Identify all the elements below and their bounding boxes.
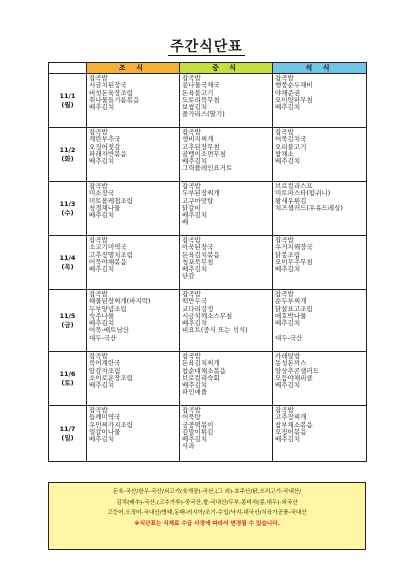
dinner-cell — [273, 290, 367, 352]
menu-item: 참순대채소볶음 — [182, 366, 226, 375]
menu-item: 닭갈비 — [182, 203, 201, 212]
menu-item: 잡곡밥 — [182, 236, 201, 244]
menu-item: 김말이튀김 — [182, 427, 214, 436]
menu-item: 잡곡밥 — [182, 290, 201, 298]
menu-item: 배추김치 — [275, 265, 301, 274]
day-label — [49, 352, 87, 406]
menu-item: 잡곡밥 — [182, 182, 201, 190]
day-label — [49, 74, 87, 128]
menu-item: 동성돈까스 — [275, 359, 307, 368]
menu-item: 배추김치 — [182, 157, 208, 166]
menu-item: 그릭플레인요거트 — [182, 164, 233, 173]
menu-item: 어묵-배트남산 — [89, 326, 130, 335]
menu-item: 소이로운장조림 — [89, 373, 133, 382]
menu-item: 배추김치 — [275, 319, 301, 328]
dinner-cell — [273, 182, 367, 236]
menu-item: 잡곡밥 — [89, 236, 108, 244]
menu-item: 모듬야채피클 — [275, 373, 313, 382]
menu-item: 보쌈김치 — [182, 103, 208, 112]
breakfast-cell — [87, 128, 180, 182]
menu-item: 배추김치 — [275, 157, 301, 166]
day-row — [49, 290, 367, 352]
page-title: 주간식단표 — [170, 39, 243, 55]
menu-item: 북어계란국 — [89, 359, 121, 368]
origin-line: 고등어,오징어-국내산/명태,동태-러시아/조기-수입/낙지-대국산/식육가공품-국내산 — [107, 510, 307, 516]
breakfast-cell — [87, 74, 180, 128]
day-date: 11/6 — [59, 369, 76, 378]
menu-item: 닭살표고조림 — [275, 304, 313, 313]
day-label — [49, 182, 87, 236]
menu-item: 돈육김치볶음 — [182, 250, 220, 259]
menu-item: 잡곡밥 — [182, 352, 201, 360]
day-label — [49, 290, 87, 352]
menu-item: 어묵야채볶음 — [89, 257, 127, 266]
lunch-cell — [180, 406, 273, 462]
menu-item: 어묵김치국 — [275, 135, 307, 144]
menu-item: 행풍순두채비 — [275, 81, 313, 90]
day-row — [49, 406, 367, 462]
menu-item: 들깨미역국 — [89, 413, 121, 422]
menu-item: 순두부찌개 — [275, 297, 307, 306]
menu-item: 오징어젓갈 — [89, 142, 121, 151]
menu-item: 대두-국산 — [275, 333, 303, 342]
menu-item: 배 — [182, 218, 189, 227]
menu-item: 생비지찌개 — [182, 135, 214, 144]
menu-item: 잡곡밥 — [89, 128, 108, 136]
lunch-cell — [180, 74, 273, 128]
menu-item: 시금치깨소스무침 — [182, 311, 233, 320]
menu-item: 돈육불고기 — [182, 88, 214, 97]
menu-item: 양상추콘샐러드 — [275, 366, 319, 375]
day-date: 11/5 — [59, 311, 76, 320]
day-date: 11/4 — [59, 253, 76, 262]
menu-item: 잡곡밥 — [182, 406, 201, 414]
menu-item: 고추장찌개 — [275, 413, 307, 422]
lunch-cell — [180, 128, 273, 182]
lunch-cell — [180, 236, 273, 290]
day-date: 11/1 — [59, 91, 76, 100]
menu-item: 잡곡밥 — [89, 406, 108, 414]
menu-item: 콩나물국채국 — [182, 81, 220, 90]
menu-item: 코다리강정 — [182, 304, 214, 313]
menu-item: 배추김치 — [89, 381, 115, 390]
menu-item: 배추김치 — [89, 103, 115, 112]
menu-item: 오징어볶음 — [275, 427, 307, 436]
menu-item: 청포묵무침 — [182, 257, 214, 266]
menu-item: 사과 — [182, 442, 195, 451]
menu-item: 잡곡밥 — [182, 74, 201, 82]
menu-item: 버섯돈육장조림 — [89, 88, 133, 97]
day-row — [49, 182, 367, 236]
menu-item: 잡곡밥 — [275, 74, 294, 82]
menu-item: 알감자조림 — [89, 366, 121, 375]
origin-notice-box — [48, 482, 366, 550]
menu-item: 잡곡밥 — [275, 406, 294, 414]
origin-line: 돈육-국산/한우-국산/쇠고기(육개장)-국산,(그 외)-호주산/닭,오리고기-국내산/ — [112, 489, 302, 495]
menu-item: 시금치된장국 — [89, 81, 127, 90]
dinner-cell — [273, 74, 367, 128]
menu-item: 쌈채소 — [275, 149, 294, 158]
menu-item: 우민찌가지조림 — [89, 420, 133, 429]
menu-item: 취나물들기름볶음 — [89, 95, 140, 104]
menu-item: 잡곡밥 — [275, 236, 294, 244]
menu-item: 잡곡밥 — [89, 290, 108, 298]
dinner-cell — [273, 352, 367, 406]
breakfast-cell — [87, 290, 180, 352]
menu-item: 치즈샐러드(우유드레싱) — [275, 203, 343, 212]
dinner-cell — [273, 406, 367, 462]
day-weekday: (일) — [61, 433, 74, 442]
breakfast-cell — [87, 406, 180, 462]
day-weekday: (월) — [61, 100, 74, 109]
menu-item: 브로컬리스프 — [275, 182, 313, 190]
menu-item: 플가리스(딸기) — [182, 110, 225, 119]
menu-item: 해물된장찌개(바지락) — [89, 297, 151, 306]
menu-item: 돈육김치찌개 — [182, 359, 220, 368]
menu-item: 배추김치 — [182, 435, 208, 444]
menu-item: 잡곡밥 — [182, 128, 201, 136]
menu-item: 배추김치 — [275, 381, 301, 390]
dinner-cell — [273, 236, 367, 290]
menu-item: 파인애플 — [182, 388, 208, 397]
menu-item: 배추김치 — [89, 157, 115, 166]
change-notice: ※식단표는 식재료 수급 사정에 따라서 변경될 수 있습니다. — [134, 520, 280, 527]
lunch-cell — [180, 352, 273, 406]
menu-item: 배추김치 — [275, 103, 301, 112]
menu-item: 브로컬리숙회 — [182, 373, 220, 382]
menu-item: 골뱅이소면무침 — [182, 149, 226, 158]
day-weekday: (토) — [61, 378, 74, 387]
menu-item: 고구마맛탕 — [182, 196, 214, 205]
day-label — [49, 236, 87, 290]
menu-item: 왕새우튀김 — [275, 196, 307, 205]
menu-item: 잡곡밥 — [89, 182, 108, 190]
menu-item: 배추김치 — [89, 211, 115, 220]
menu-item: 배추김치 — [89, 319, 115, 328]
lunch-cell — [180, 290, 273, 352]
menu-item: 오리불고기 — [275, 142, 307, 151]
menu-item: 우거지해장국 — [275, 243, 313, 252]
menu-item: 미트파스타(펌귀니) — [275, 189, 331, 198]
menu-item: 배추김치 — [275, 435, 301, 444]
day-date: 11/2 — [59, 145, 76, 154]
menu-item: 오이양파무침 — [275, 95, 313, 104]
menu-item: 계란부추국 — [89, 135, 121, 144]
day-label — [49, 128, 87, 182]
day-weekday: (수) — [61, 208, 74, 217]
menu-item: 애호박나물 — [275, 311, 307, 320]
day-row — [49, 352, 367, 406]
origin-line: 김치(배추)-국산,(고추가루)-중국산,쌀-국내산/두부,콩비지(콩,대두)-외국산 — [116, 499, 298, 506]
menu-item: 소고기미역국 — [89, 243, 127, 252]
menu-item: 닭봉조림 — [275, 250, 301, 259]
menu-item: 배추김치 — [89, 265, 115, 274]
menu-item: 배추김치 — [89, 435, 115, 444]
day-weekday: (목) — [61, 262, 74, 271]
day-row — [49, 236, 367, 290]
menu-item: 청경채나물 — [89, 203, 121, 212]
menu-item: 배추김치 — [182, 319, 208, 328]
header-row — [49, 63, 367, 74]
menu-item: 숙주나물 — [89, 311, 115, 320]
menu-item: 도토리묵무침 — [182, 95, 220, 104]
menu-item: 배추김치 — [182, 265, 208, 274]
menu-item: 참부채소볶음 — [275, 420, 313, 429]
day-date: 11/3 — [59, 199, 76, 208]
day-weekday: (금) — [61, 320, 74, 329]
menu-item: 카레덮밥 — [275, 352, 301, 360]
menu-item: 잡곡밥 — [89, 74, 108, 82]
menu-item: 파래자반볶음 — [89, 149, 127, 158]
menu-item: 야채준권 — [275, 88, 301, 97]
menu-item: 고추된장무침 — [182, 142, 220, 151]
breakfast-cell — [87, 182, 180, 236]
header-breakfast: 조 식 — [87, 63, 180, 74]
menu-item: 잡곡밥 — [275, 128, 294, 136]
menu-item: 배추김치 — [182, 381, 208, 390]
day-label — [49, 406, 87, 462]
menu-item: 떡만두국 — [182, 297, 208, 306]
breakfast-cell — [87, 352, 180, 406]
menu-item: 단감 — [182, 272, 195, 281]
menu-item: 잡곡밥 — [89, 352, 108, 360]
weekly-menu-table — [48, 62, 367, 462]
menu-item: 얼갈이나물 — [89, 427, 121, 436]
menu-item: 궁중떡볶이 — [182, 420, 214, 429]
dinner-cell — [273, 128, 367, 182]
header-lunch: 중 식 — [180, 63, 273, 74]
menu-item: 미트볼케첩조림 — [89, 196, 133, 205]
day-row — [49, 128, 367, 182]
day-date: 11/7 — [59, 424, 76, 433]
menu-item: 두부양념조림 — [89, 304, 127, 313]
menu-item: 미소장국 — [89, 189, 115, 198]
day-weekday: (화) — [61, 154, 74, 163]
breakfast-cell — [87, 236, 180, 290]
header-dinner: 석 식 — [273, 63, 367, 74]
lunch-cell — [180, 182, 273, 236]
menu-item: 잡곡밥 — [275, 290, 294, 298]
menu-item: 아욱된장국 — [182, 243, 214, 252]
header-corner — [49, 63, 87, 74]
menu-item: 두부된장찌개 — [182, 189, 220, 198]
menu-item: 배추김치 — [182, 211, 208, 220]
menu-item: 고추장멸치조림 — [89, 250, 133, 259]
menu-item: 어묵탕 — [182, 413, 201, 422]
day-row — [49, 74, 367, 128]
menu-item: 비요트(중식 또는 석식) — [182, 326, 248, 335]
menu-item: 대두-국산 — [89, 333, 117, 342]
menu-item: 오이무추무침 — [275, 257, 313, 266]
